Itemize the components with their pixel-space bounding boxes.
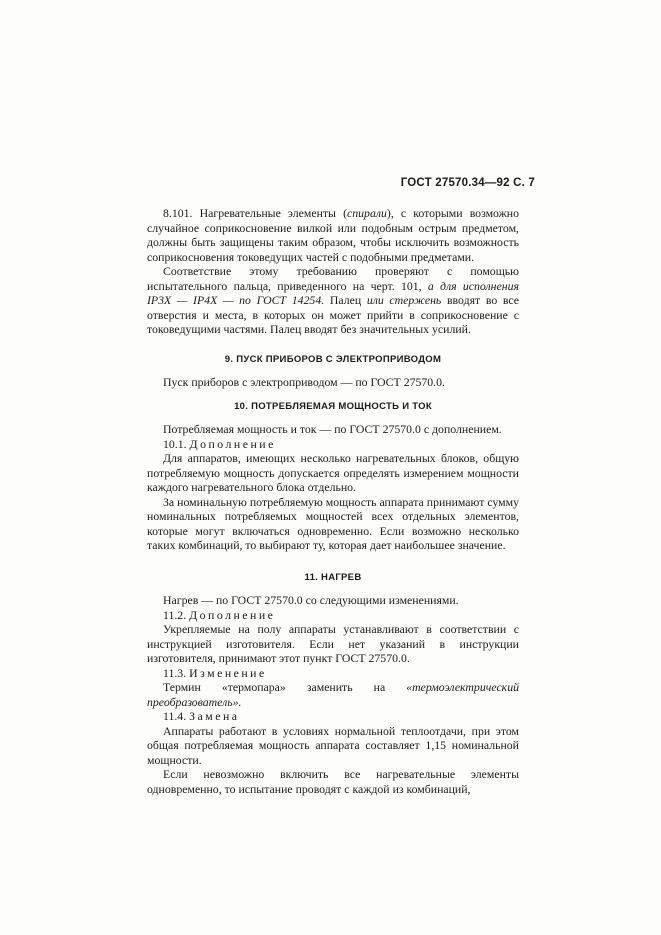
clause-label: Изменение: [189, 665, 267, 680]
page-header: ГОСТ 27570.34—92 С. 7: [400, 177, 535, 189]
section-9-text: Пуск приборов с электроприводом — по ГОСТ 27570.0.: [163, 375, 445, 389]
clause-number: 10.1.: [163, 436, 187, 451]
text-fragment: Палец: [329, 293, 362, 307]
italic-term: а для исполнения IP3X — IP4X — по ГОСТ 14254.: [147, 278, 519, 307]
text-fragment: Соответствие этому требованию проверяют с помощью испытательного пальца, приведенного на черт. 101,: [147, 264, 519, 293]
text-fragment: Термин «термопара» заменить на: [163, 680, 386, 694]
clause-8-101-check: [147, 264, 519, 337]
clause-10-1-title: [147, 437, 519, 452]
clause-11-4-text: Аппараты работают в условиях нормальной теплоотдачи, при этом общая потребляемая мощность аппарата составляет 1,15 номинальной мощности.: [147, 723, 519, 767]
clause-10-1-text: Для аппаратов, имеющих несколько нагревательных блоков, общую потребляемую мощность допускается определять измерением мощности каждого нагревательного блока отдельно.: [147, 451, 519, 494]
clause-8-101: [147, 206, 519, 264]
text-fragment: 8.101. Нагревательные элементы (: [163, 206, 348, 220]
clause-number: 11.2.: [163, 607, 187, 622]
section-11-text: Нагрев — по ГОСТ 27570.0 со следующими изменениями.: [163, 593, 459, 607]
section-10-text: Потребляемая мощность и ток — по ГОСТ 27570.0 с дополнением.: [163, 422, 502, 436]
italic-term: или стержень: [366, 293, 442, 307]
text-fragment: вводят во все отверстия и места, в которых он может прийти в соприкосновение с токоведущими частями. Палец вводят без значительных усилий.: [147, 293, 520, 336]
clause-11-4-text-2: Если невозможно включить все нагревательные элементы одновременно, то испытание проводят с каждой из комбинаций,: [147, 767, 519, 796]
clause-label: Дополнение: [189, 607, 276, 622]
clause-11-3-title: [147, 666, 519, 681]
clause-11-2-text: Укрепляемые на полу аппараты устанавливают в соответствии с инструкцией изготовителя. Если нет указаний в инструкции изготовителя, принимают этот пункт ГОСТ 27570.0.: [147, 622, 519, 665]
clause-number: 11.3.: [163, 665, 187, 680]
section-9-heading: 9. ПУСК ПРИБОРОВ С ЭЛЕКТРОПРИВОДОМ: [224, 353, 442, 365]
clause-number: 11.4.: [163, 709, 187, 723]
section-10-heading: 10. ПОТРЕБЛЯЕМАЯ МОЩНОСТЬ И ТОК: [234, 400, 432, 412]
clause-label: Замена: [189, 709, 240, 723]
clause-11-3-text: [147, 680, 519, 709]
clause-10-1-text-2: За номинальную потребляемую мощность аппарата принимают сумму номинальных потребляемых мощностей всех отдельных элементов, которые могут включаться одновременно. Если возможно несколько таких комбинаций, то выбирают ту, которая дает наибольшее значение.: [147, 494, 519, 552]
clause-label: Дополнение: [189, 436, 276, 451]
italic-term: «термоэлектрический преобразователь».: [147, 680, 519, 709]
text-fragment: ), с которыми возможно случайное соприкосновение вилкой или подобным острым предметом, должны быть защищены таким образом, чтобы исключить возможность соприкосновения токоведущих частей с подобными предметами.: [147, 206, 520, 264]
clause-11-4-title: [147, 709, 519, 724]
section-11-heading: 11. НАГРЕВ: [304, 571, 362, 583]
page-content: [147, 206, 519, 796]
italic-term: спирали: [347, 206, 387, 220]
clause-11-2-title: [147, 608, 519, 623]
